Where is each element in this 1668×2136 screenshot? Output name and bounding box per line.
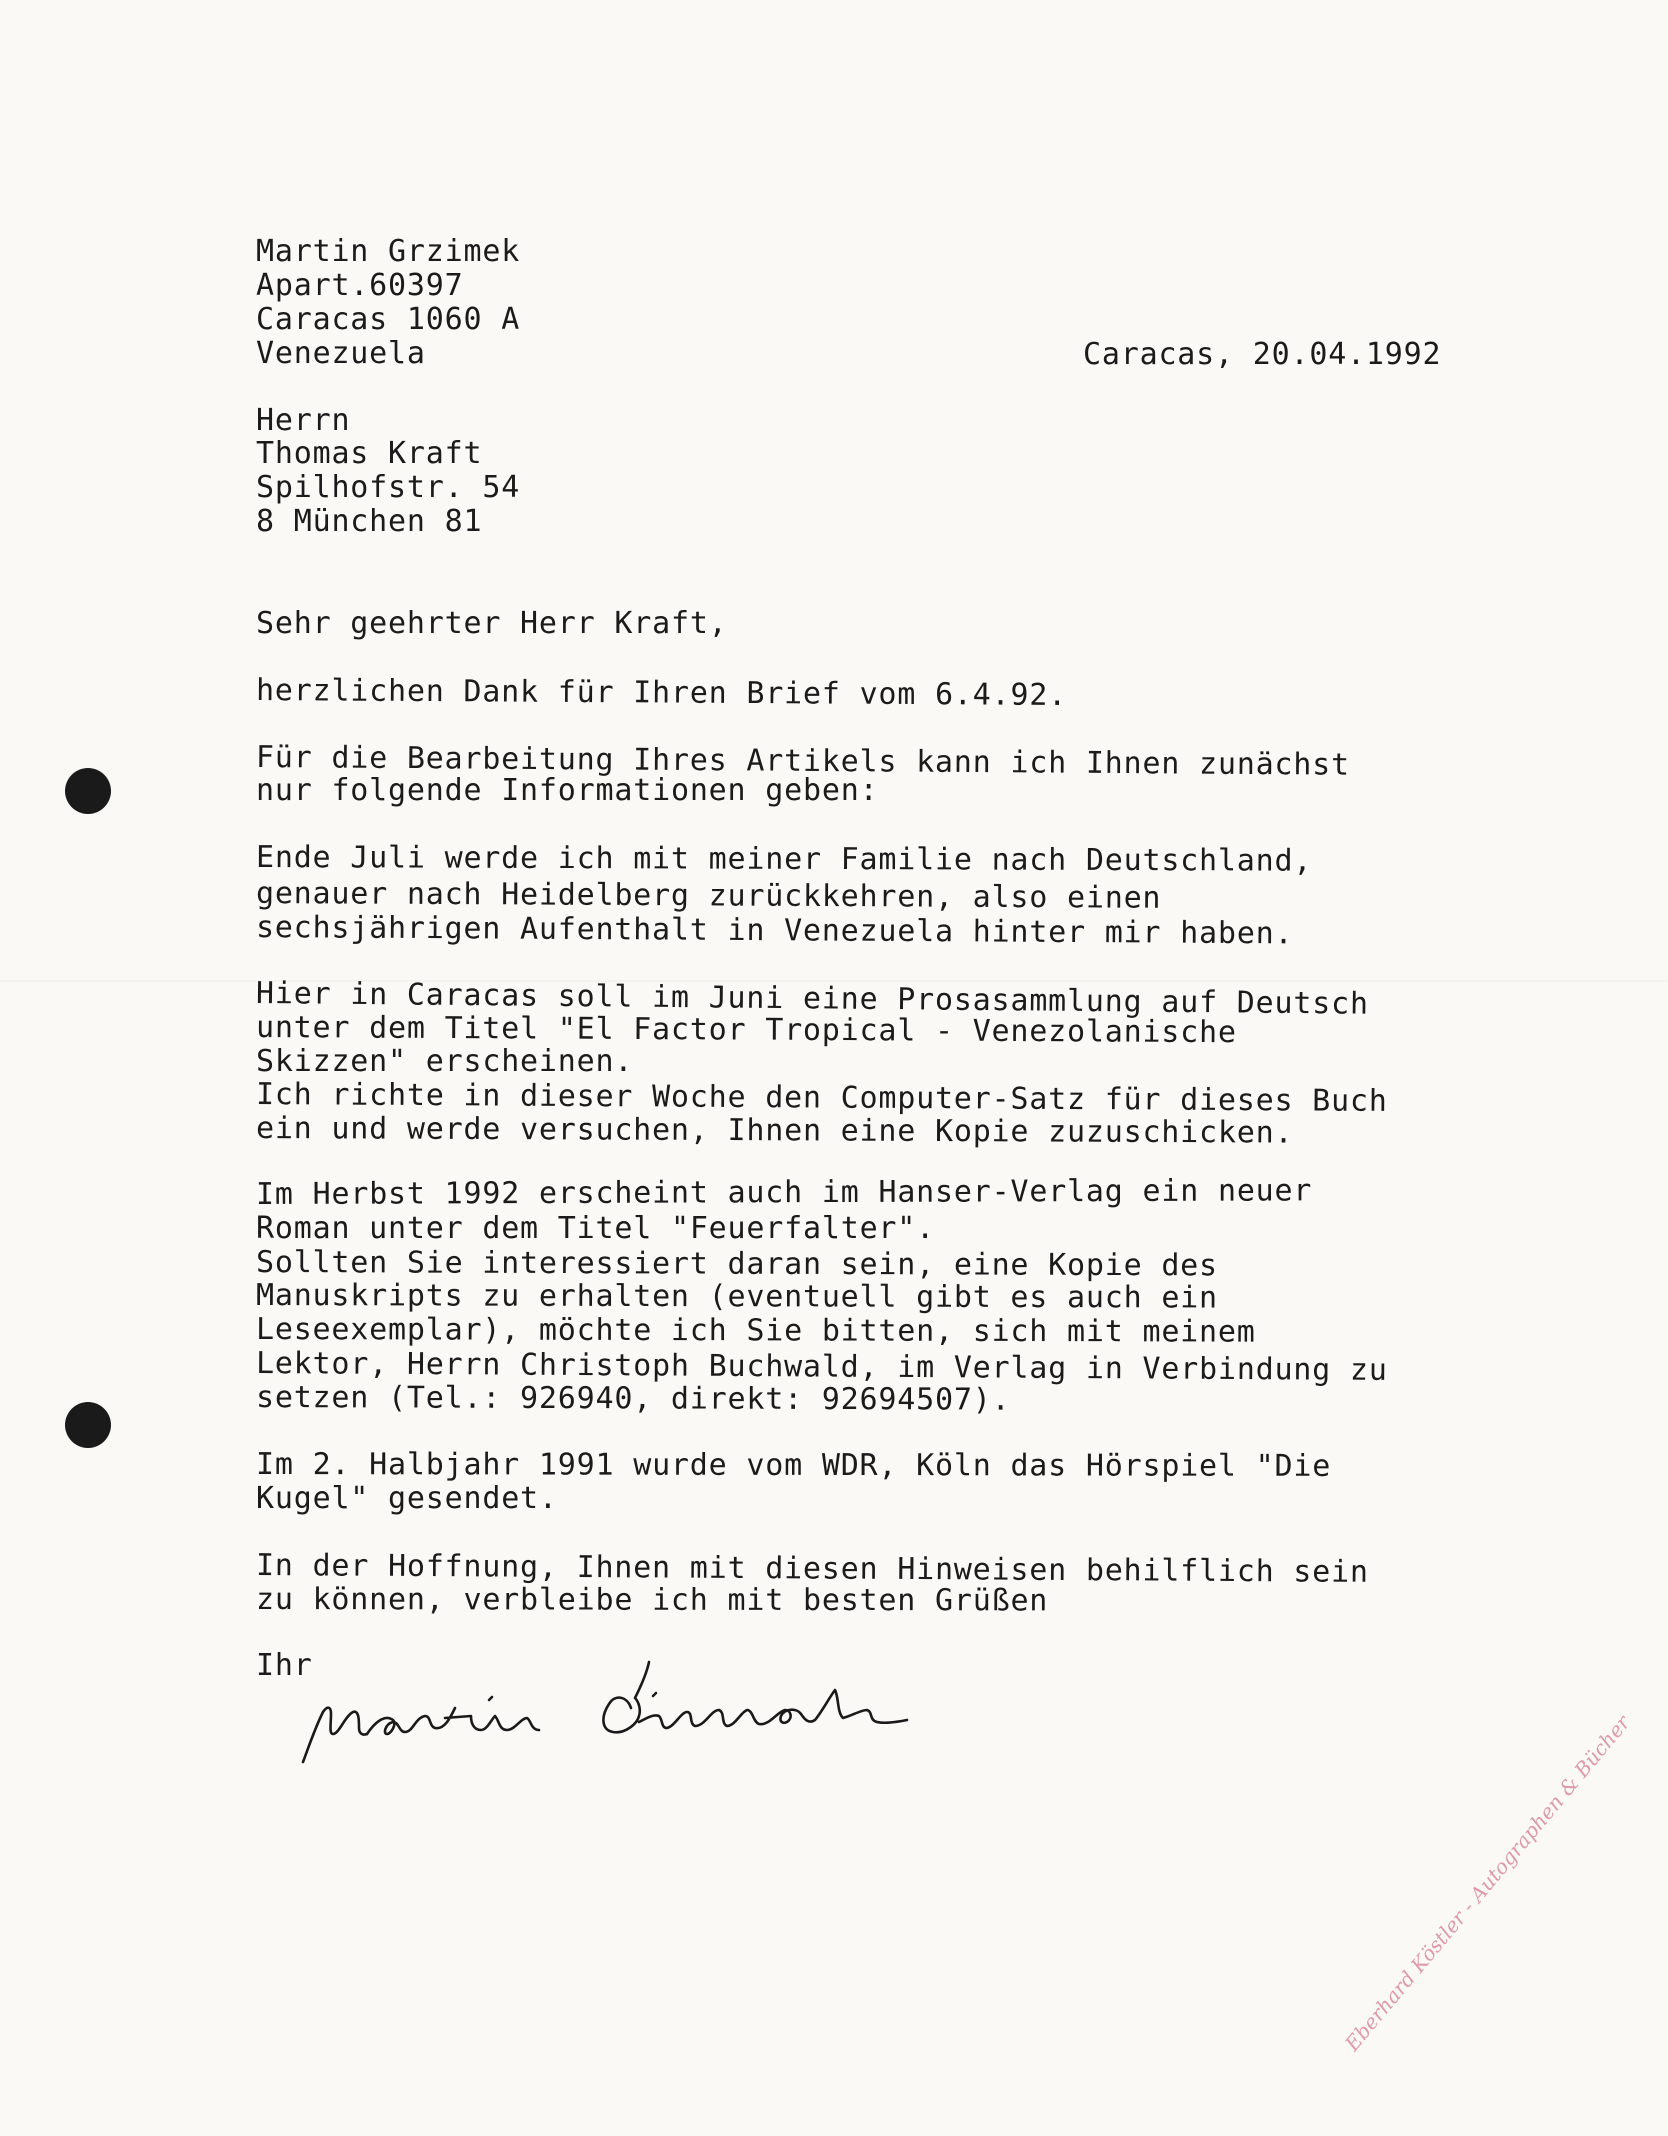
body-line: herzlichen Dank für Ihren Brief vom 6.4.92. xyxy=(255,673,1068,713)
dealer-stamp: Eberhard Köstler - Autographen & Bücher xyxy=(1340,1710,1635,2056)
body-line: Im 2. Halbjahr 1991 wurde vom WDR, Köln das Hörspiel "Die xyxy=(255,1447,1332,1484)
recipient-city: 8 München 81 xyxy=(256,504,483,539)
body-line: Lektor, Herrn Christoph Buchwald, im Verlag in Verbindung zu xyxy=(255,1346,1388,1388)
body-line: Roman unter dem Titel "Feuerfalter". xyxy=(256,1211,936,1246)
body-line: Ende Juli werde ich mit meiner Familie nach Deutschland, xyxy=(255,840,1313,879)
body-line: Kugel" gesendet. xyxy=(256,1481,558,1516)
body-line: Manuskripts zu erhalten (eventuell gibt es auch ein xyxy=(255,1278,1218,1316)
body-line: Für die Bearbeitung Ihres Artikels kann ich Ihnen zunächst xyxy=(255,740,1351,783)
body-line: setzen (Tel.: 926940, direkt: 92694507). xyxy=(255,1380,1011,1418)
letter-date: Caracas, 20.04.1992 xyxy=(1083,337,1442,372)
punch-hole-top xyxy=(65,768,111,814)
punch-hole-bottom xyxy=(65,1402,111,1448)
body-line: genauer nach Heidelberg zurückkehren, also einen xyxy=(255,876,1162,916)
body-line: Hier in Caracas soll im Juni eine Prosasammlung auf Deutsch xyxy=(255,976,1369,1022)
body-line: Skizzen" erscheinen. xyxy=(256,1044,634,1079)
salutation: Sehr geehrter Herr Kraft, xyxy=(256,606,728,641)
sender-name: Martin Grzimek xyxy=(256,234,521,269)
body-line: sechsjährigen Aufenthalt in Venezuela hinter mir haben. xyxy=(255,910,1294,952)
recipient-name: Thomas Kraft xyxy=(256,436,483,471)
recipient-street: Spilhofstr. 54 xyxy=(256,470,521,505)
body-line: ein und werde versuchen, Ihnen eine Kopie zuzuschicken. xyxy=(255,1111,1294,1151)
closing: Ihr xyxy=(256,1648,313,1683)
body-line: nur folgende Informationen geben: xyxy=(256,773,879,808)
body-line: Im Herbst 1992 erscheint auch im Hanser-Verlag ein neuer xyxy=(255,1173,1313,1212)
body-line: In der Hoffnung, Ihnen mit diesen Hinweisen behilflich sein xyxy=(255,1548,1369,1590)
body-line: unter dem Titel "El Factor Tropical - Venezolanische xyxy=(255,1010,1237,1051)
sender-country: Venezuela xyxy=(256,336,426,371)
body-line: zu können, verbleibe ich mit besten Grüßen xyxy=(255,1582,1049,1619)
body-line: Ich richte in dieser Woche den Computer-Satz für dieses Buch xyxy=(255,1077,1388,1119)
sender-address-line1: Apart.60397 xyxy=(256,268,464,303)
sender-address-line2: Caracas 1060 A xyxy=(256,302,521,337)
body-line: Sollten Sie interessiert daran sein, eine Kopie des xyxy=(255,1245,1218,1284)
handwritten-signature xyxy=(295,1650,915,1780)
recipient-title: Herrn xyxy=(256,403,351,438)
body-line: Leseexemplar), möchte ich Sie bitten, sich mit meinem xyxy=(255,1312,1256,1350)
